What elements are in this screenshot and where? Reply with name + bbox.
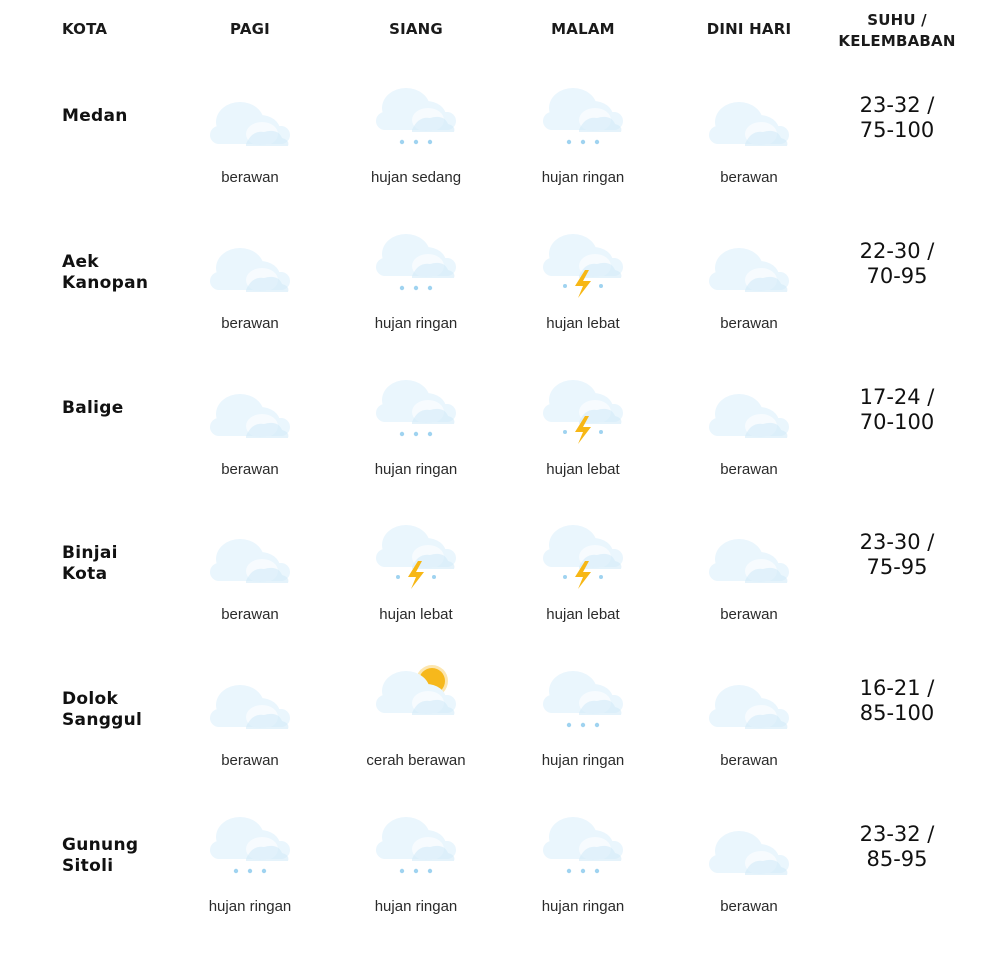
partly-sunny-icon — [366, 663, 466, 735]
weather-description: berawan — [720, 752, 778, 769]
city-name-line2: Kanopan — [62, 273, 149, 293]
humidity-range: 70-95 — [866, 264, 928, 288]
weather-description: berawan — [221, 752, 279, 769]
forecast-cell — [180, 80, 320, 186]
thunderstorm-icon — [366, 517, 466, 589]
forecast-cell — [679, 663, 819, 769]
forecast-cell — [180, 226, 320, 332]
weather-description: hujan ringan — [374, 315, 458, 332]
weather-description: hujan sedang — [370, 169, 462, 186]
city-name — [62, 689, 142, 731]
header-morning: PAGI — [230, 20, 270, 38]
thunderstorm-icon — [533, 517, 633, 589]
rain-icon — [533, 80, 633, 152]
temp-humidity — [822, 93, 972, 143]
temp-humidity — [822, 822, 972, 872]
weather-description: berawan — [221, 315, 279, 332]
weather-description: berawan — [720, 898, 778, 915]
city-name-line1: Binjai — [62, 543, 118, 563]
forecast-cell — [346, 809, 486, 915]
rain-icon — [533, 663, 633, 735]
forecast-cell — [513, 663, 653, 769]
weather-description: berawan — [720, 606, 778, 623]
city-name-line2: Kota — [62, 564, 108, 584]
header-evening: MALAM — [551, 20, 615, 38]
city-name — [62, 543, 118, 585]
weather-description: hujan lebat — [546, 461, 620, 478]
temp-range: 23-32 / — [859, 822, 935, 846]
city-name — [62, 106, 128, 127]
cloud-icon — [699, 226, 799, 298]
humidity-range: 75-100 — [859, 118, 935, 142]
cloud-icon — [699, 663, 799, 735]
cloud-icon — [699, 372, 799, 444]
forecast-row — [0, 372, 1000, 518]
weather-description: berawan — [720, 169, 778, 186]
forecast-cell — [180, 663, 320, 769]
header-city: KOTA — [62, 20, 108, 38]
city-name-line2: Sitoli — [62, 856, 114, 876]
thunderstorm-icon — [533, 226, 633, 298]
cloud-icon — [200, 517, 300, 589]
cloud-icon — [200, 372, 300, 444]
weather-description: cerah berawan — [366, 752, 466, 769]
weather-description: berawan — [720, 315, 778, 332]
temp-humidity — [822, 676, 972, 726]
forecast-row — [0, 517, 1000, 663]
city-name-line1: Gunung — [62, 835, 139, 855]
forecast-cell — [180, 809, 320, 915]
rain-icon — [533, 809, 633, 881]
temp-humidity — [822, 530, 972, 580]
weather-description: hujan lebat — [546, 606, 620, 623]
temp-range: 23-30 / — [859, 530, 935, 554]
forecast-row — [0, 80, 1000, 226]
city-name-line2: Sanggul — [62, 710, 143, 730]
cloud-icon — [699, 809, 799, 881]
forecast-cell — [346, 226, 486, 332]
temp-range: 16-21 / — [859, 676, 935, 700]
temp-range: 17-24 / — [859, 385, 935, 409]
city-name-line1: Balige — [62, 398, 124, 418]
temp-humidity — [822, 239, 972, 289]
city-name-line1: Medan — [62, 106, 128, 126]
weather-description: berawan — [221, 606, 279, 623]
city-name-line1: Dolok — [62, 689, 119, 709]
weather-description: hujan lebat — [546, 315, 620, 332]
forecast-cell — [679, 80, 819, 186]
header-night: DINI HARI — [706, 20, 792, 38]
forecast-cell — [679, 809, 819, 915]
weather-description: hujan ringan — [374, 461, 458, 478]
forecast-cell — [679, 517, 819, 623]
humidity-range: 85-100 — [859, 701, 935, 725]
city-name — [62, 398, 124, 419]
humidity-range: 85-95 — [866, 847, 928, 871]
forecast-cell — [346, 372, 486, 478]
weather-description: hujan lebat — [379, 606, 453, 623]
forecast-cell — [346, 517, 486, 623]
weather-description: hujan ringan — [541, 169, 625, 186]
city-name — [62, 252, 148, 294]
weather-description: berawan — [720, 461, 778, 478]
forecast-cell — [180, 372, 320, 478]
header-afternoon: SIANG — [389, 20, 443, 38]
cloud-icon — [699, 80, 799, 152]
rain-icon — [366, 372, 466, 444]
cloud-icon — [699, 517, 799, 589]
city-name — [62, 835, 138, 877]
forecast-cell — [513, 372, 653, 478]
weather-description: hujan ringan — [541, 898, 625, 915]
forecast-cell — [679, 372, 819, 478]
weather-description: berawan — [221, 169, 279, 186]
forecast-cell — [513, 80, 653, 186]
forecast-row — [0, 226, 1000, 372]
forecast-cell — [513, 517, 653, 623]
forecast-cell — [679, 226, 819, 332]
humidity-range: 75-95 — [866, 555, 928, 579]
weather-description: hujan ringan — [541, 752, 625, 769]
forecast-cell — [513, 809, 653, 915]
header-temp-humidity — [822, 10, 972, 52]
city-name-line1: Aek — [62, 252, 99, 272]
forecast-cell — [346, 80, 486, 186]
temp-humidity — [822, 385, 972, 435]
rain-icon — [366, 226, 466, 298]
weather-description: hujan ringan — [208, 898, 292, 915]
cloud-icon — [200, 226, 300, 298]
weather-description: berawan — [221, 461, 279, 478]
forecast-row — [0, 663, 1000, 809]
forecast-cell — [513, 226, 653, 332]
rain-icon — [366, 80, 466, 152]
temp-range: 23-32 / — [859, 93, 935, 117]
thunderstorm-icon — [533, 372, 633, 444]
header-temp-line2: KELEMBABAN — [838, 32, 956, 50]
weather-description: hujan ringan — [374, 898, 458, 915]
cloud-icon — [200, 80, 300, 152]
rain-icon — [366, 809, 466, 881]
humidity-range: 70-100 — [859, 410, 935, 434]
rain-icon — [200, 809, 300, 881]
cloud-icon — [200, 663, 300, 735]
forecast-cell — [180, 517, 320, 623]
header-temp-line1: SUHU / — [867, 11, 927, 29]
forecast-cell — [346, 663, 486, 769]
temp-range: 22-30 / — [859, 239, 935, 263]
forecast-row — [0, 809, 1000, 955]
